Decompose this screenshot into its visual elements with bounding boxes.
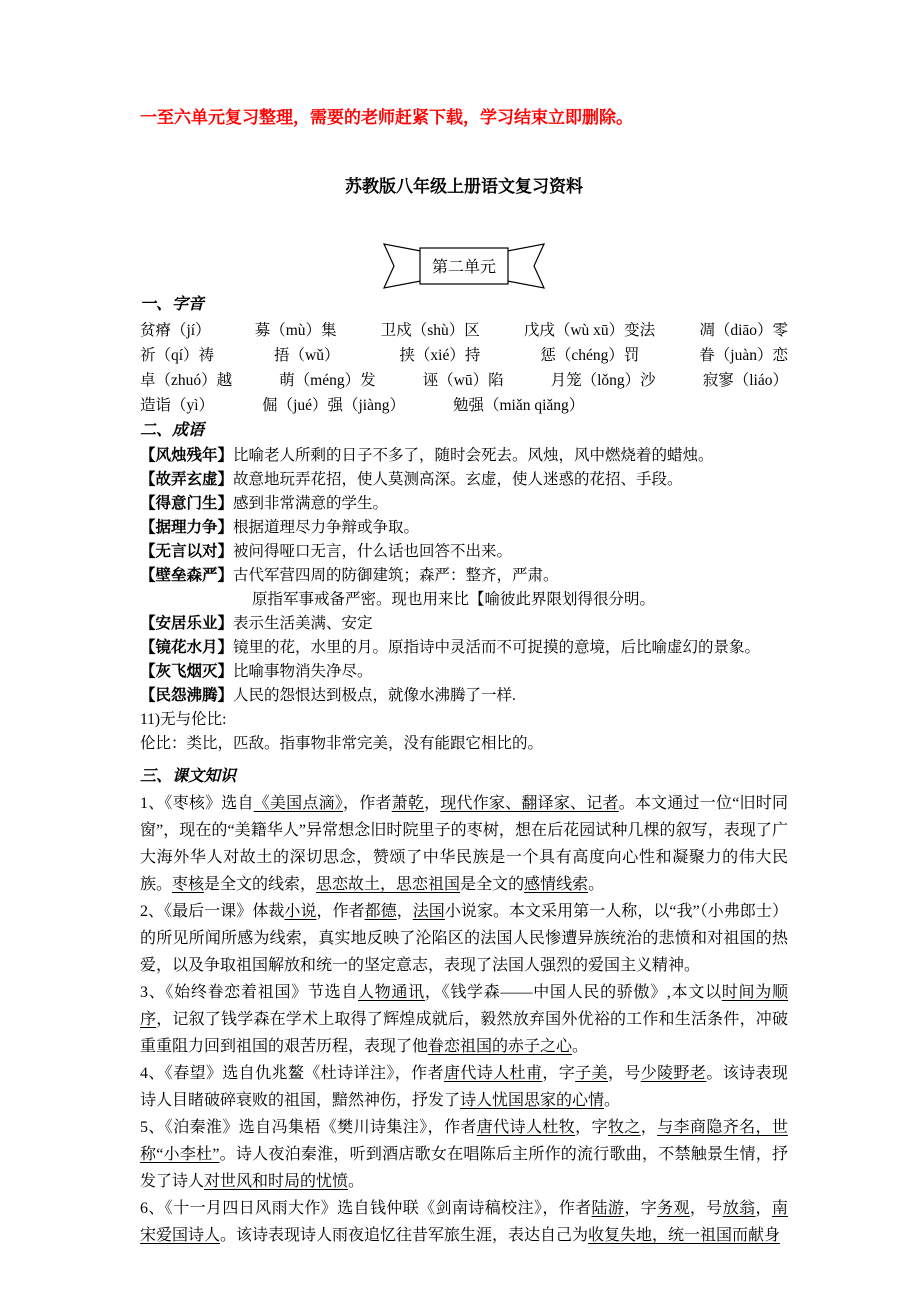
section-heading-lessons: 三、课文知识 (140, 768, 237, 785)
idiom-entry (140, 444, 788, 468)
text-run: 。 (604, 1092, 621, 1109)
text-run: ，号 (607, 1065, 641, 1082)
text-run: 是全文的线索， (204, 876, 317, 893)
idiom-term: 【风烛残年】 (140, 447, 234, 464)
pinyin-item: 贫瘠（jí） (140, 322, 211, 339)
text-run: 。 (348, 1173, 365, 1190)
underlined-text: 收复失地，统一祖国而献身 (588, 1227, 781, 1244)
text-run: 。 (572, 1038, 589, 1055)
underlined-text: 少陵野老 (640, 1065, 707, 1082)
pinyin-item: 倔（jué）强（jiàng） (262, 397, 405, 414)
underlined-text: 放翁 (722, 1200, 756, 1217)
pinyin-item: 捂（wǔ） (274, 347, 340, 364)
underlined-text: 思恋故土，思恋祖国 (316, 876, 461, 893)
idiom-definition-continued: 原指军事戒备严密。现也用来比【喻彼此界限划得很分明。 (252, 591, 656, 608)
underlined-text: 唐代诗人杜甫 (443, 1065, 543, 1082)
pinyin-row-2 (140, 343, 788, 368)
idiom-definition: 古代军营四周的防御建筑；森严：整齐，严肃。 (233, 567, 559, 584)
underlined-text: 牧之 (607, 1119, 641, 1136)
idiom-definition: 被问得哑口无言，什么话也回答不出来。 (233, 543, 513, 560)
idiom-entry (140, 660, 788, 684)
pinyin-item: 挟（xié）持 (399, 347, 481, 364)
text-run: 6、《十一月四日风雨大作》选自钱仲联《剑南诗稿校注》，作者 (140, 1200, 592, 1217)
idiom-entry (140, 468, 788, 492)
idiom-definition: 比喻老人所剩的日子不多了，随时会死去。风烛，风中燃烧着的蜡烛。 (233, 447, 714, 464)
text-run: ，字 (575, 1119, 608, 1136)
lesson-paragraph-2 (140, 898, 788, 979)
underlined-text: 法国 (412, 903, 445, 920)
text-run: 。本文通过一位“旧时同窗”，现在的“美籍华人”异常想念旧时院里子的枣树，想在后花园试种几棵的叙写，表现了广大海外华人对故土的深切思念，赞颂了中华民族是一个具有高度向心性和凝聚力的伟大民族。 (140, 795, 788, 893)
pinyin-item: 月笼（lǒng）沙 (550, 372, 656, 389)
idiom-term: 【故弄玄虚】 (140, 471, 234, 488)
pinyin-item: 卫戍（shù）区 (380, 322, 480, 339)
underlined-text: 现代作家、翻译家、记者 (440, 795, 619, 812)
text-run: 1、《枣核》选自 (140, 795, 254, 812)
text-run: ， (424, 795, 441, 812)
underlined-text: 务观 (657, 1200, 690, 1217)
pinyin-item: 卓（zhuó）越 (140, 372, 233, 389)
text-run: ，字 (624, 1200, 658, 1217)
idiom-definition: 根据道理尽力争辩或争取。 (233, 519, 420, 536)
pinyin-item: 寂寥（liáo） (702, 372, 788, 389)
underlined-text: 眷恋祖国的赤子之心 (428, 1038, 573, 1055)
underlined-text: 时间为顺序 (140, 984, 788, 1028)
underlined-text: 与李商隐齐名，世称“小李杜” (140, 1119, 788, 1163)
text-run: ， (755, 1200, 772, 1217)
ribbon-banner-shape (380, 240, 548, 292)
document-title: 苏教版八年级上册语文复习资料 (345, 177, 583, 196)
underlined-text: 枣核 (172, 876, 205, 893)
underlined-text: 南宋爱国诗人 (140, 1200, 788, 1244)
idiom-definition: 表示生活美满、安定 (233, 615, 373, 632)
pinyin-item: 萌（méng）发 (279, 372, 376, 389)
idiom-entry (140, 636, 788, 660)
lesson-paragraph-1 (140, 790, 788, 898)
text-run: 。该诗表现诗人雨夜追忆往昔军旅生涯，表达自己为 (220, 1227, 589, 1244)
idiom-entry (140, 684, 788, 708)
text-run: ， (640, 1119, 658, 1136)
download-notice: 一至六单元复习整理，需要的老师赶紧下载，学习结束立即删除。 (140, 108, 633, 127)
lesson-paragraph-3 (140, 979, 788, 1060)
text-run: 3、《始终眷恋着祖国》节选自 (140, 984, 359, 1001)
idiom-term: 【镜花水月】 (140, 639, 234, 656)
text-run: 小说家。本文采用第一人称，以“我”（小弗郎士）的所见所闻所感为线索，真实地反映了沦陷区的法国人民惨遭异族统治的悲愤和对祖国的热爱，以及争取祖国解放和统一的坚定意志，表现了法国人强烈的爱国主义精神。 (140, 903, 788, 974)
idiom-entry (140, 612, 788, 636)
idiom-term: 【民怨沸腾】 (140, 687, 234, 704)
lesson-paragraph-6 (140, 1195, 788, 1249)
idiom-term: 【灰飞烟灭】 (140, 663, 234, 680)
idiom-definition: 镜里的花，水里的月。原指诗中灵活而不可捉摸的意境，后比喻虚幻的景象。 (233, 639, 761, 656)
text-run: 5、《泊秦淮》选自冯集梧《樊川诗集注》，作者 (140, 1119, 477, 1136)
underlined-text: 小说 (284, 903, 317, 920)
idiom-term: 【得意门生】 (140, 495, 234, 512)
unit-banner (140, 240, 788, 292)
text-run: ，作者 (343, 795, 392, 812)
underlined-text: 感情线索 (524, 876, 589, 893)
underlined-text: 都德 (364, 903, 397, 920)
text-run: ，字 (542, 1065, 576, 1082)
text-run: 。 (588, 876, 605, 893)
idiom-term: 【无言以对】 (140, 543, 234, 560)
lesson-paragraph-4 (140, 1060, 788, 1114)
idiom-definition: 人民的怨恨达到极点，就像水沸腾了一样. (233, 687, 516, 704)
pinyin-row-1 (140, 318, 788, 343)
text-run: ， (396, 903, 413, 920)
idiom-term: 【据理力争】 (140, 519, 234, 536)
section-heading-idioms: 二、成语 (140, 422, 205, 439)
text-run: 。诗人夜泊秦淮，听到酒店歌女在唱陈后主所作的流行歌曲，不禁触景生情，抒发了诗人 (140, 1146, 788, 1190)
idiom-extra-line: 伦比：类比，匹敌。指事物非常完美，没有能跟它相比的。 (140, 735, 544, 752)
underlined-text: 萧乾 (391, 795, 425, 812)
ribbon-label: 第二单元 (431, 259, 497, 276)
underlined-text: 唐代诗人杜牧 (476, 1119, 576, 1136)
idiom-term: 【安居乐业】 (140, 615, 234, 632)
pinyin-item: 祈（qí）祷 (140, 347, 215, 364)
pinyin-item: 募（mù）集 (254, 322, 337, 339)
pinyin-item: 诬（wū）陷 (422, 372, 504, 389)
pinyin-item: 惩（chéng）罚 (540, 347, 640, 364)
idiom-definition: 感到非常满意的学生。 (233, 495, 389, 512)
section-heading-pinyin: 一、字音 (140, 296, 205, 313)
text-run: 。该诗表现诗人目睹破碎衰败的祖国，黯然神伤，抒发了 (140, 1065, 788, 1109)
idiom-term: 【壁垒森严】 (140, 567, 234, 584)
idiom-definition: 比喻事物消失净尽。 (233, 663, 373, 680)
idiom-entry (140, 564, 788, 588)
underlined-text: 对世风和时局的忧愤 (204, 1173, 349, 1190)
pinyin-item: 勉强（miǎn qiǎng） (453, 397, 585, 414)
text-run: 2、《最后一课》体裁 (140, 903, 285, 920)
pinyin-item: 戊戌（wù xū）变法 (523, 322, 656, 339)
underlined-text: 《美国点滴》 (253, 795, 344, 812)
text-run: 4、《春望》选自仇兆鳌《杜诗详注》，作者 (140, 1065, 444, 1082)
pinyin-row-3 (140, 368, 788, 393)
text-run: ，记叙了钱学森在学术上取得了辉煌成就后，毅然放弃国外优裕的工作和生活条件，冲破重重阻力回到祖国的艰苦历程，表现了他 (140, 1011, 788, 1055)
lesson-paragraph-5 (140, 1114, 788, 1195)
idiom-extra-line: 11)无与伦比: (140, 711, 227, 728)
underlined-text: 陆游 (591, 1200, 625, 1217)
underlined-text: 诗人忧国思家的心情 (460, 1092, 605, 1109)
pinyin-item: 眷（juàn）恋 (699, 347, 788, 364)
pinyin-item: 凋（diāo）零 (699, 322, 788, 339)
underlined-text: 人物通讯 (358, 984, 425, 1001)
idiom-entry (140, 492, 788, 516)
text-run: ，号 (689, 1200, 723, 1217)
idiom-definition: 故意地玩弄花招，使人莫测高深。玄虚，使人迷惑的花招、手段。 (233, 471, 683, 488)
underlined-text: 子美 (575, 1065, 608, 1082)
pinyin-item: 造诣（yì） (140, 397, 215, 414)
text-run: 是全文的 (460, 876, 525, 893)
idiom-entry (140, 516, 788, 540)
text-run: ，《钱学森――中国人民的骄傲》,本文以 (424, 984, 722, 1001)
pinyin-row-4 (140, 393, 788, 418)
text-run: ，作者 (316, 903, 365, 920)
idiom-entry (140, 540, 788, 564)
